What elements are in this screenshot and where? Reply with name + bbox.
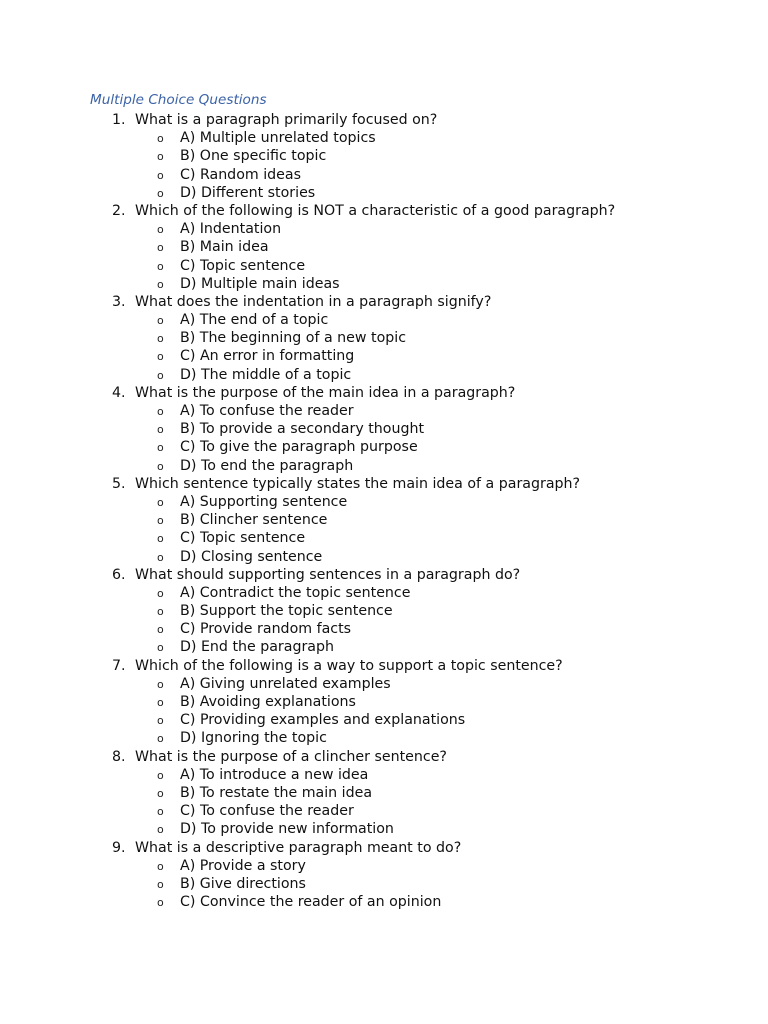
hollow-bullet-icon: o — [157, 441, 164, 455]
option-list — [0, 402, 768, 475]
question-line — [0, 475, 768, 493]
question-item — [0, 111, 768, 202]
option-item — [0, 511, 768, 529]
option-text: A) Provide a story — [180, 857, 306, 874]
option-text: D) To provide new information — [180, 821, 394, 838]
hollow-bullet-icon: o — [157, 368, 164, 382]
option-item — [0, 347, 768, 365]
option-item — [0, 366, 768, 384]
question-line — [0, 293, 768, 311]
option-item — [0, 693, 768, 711]
option-list — [0, 311, 768, 384]
question-text: What is the purpose of a clincher sentence? — [135, 748, 447, 765]
hollow-bullet-icon: o — [157, 405, 164, 418]
option-text: B) Main idea — [180, 239, 269, 256]
option-item — [0, 329, 768, 347]
hollow-bullet-icon: o — [157, 786, 164, 800]
hollow-bullet-icon: o — [157, 677, 164, 691]
hollow-bullet-icon: o — [157, 259, 164, 273]
question-number: 3. — [112, 293, 126, 310]
option-item — [0, 275, 768, 293]
question-text: Which of the following is NOT a characteristic of a good paragraph? — [135, 202, 616, 219]
hollow-bullet-icon: o — [157, 277, 164, 291]
option-text: D) The middle of a topic — [180, 366, 352, 383]
option-item — [0, 729, 768, 747]
hollow-bullet-icon: o — [157, 241, 164, 255]
option-item — [0, 184, 768, 202]
hollow-bullet-icon: o — [157, 550, 164, 564]
option-item — [0, 675, 768, 693]
option-text: C) Random ideas — [180, 166, 301, 183]
option-item — [0, 584, 768, 602]
question-text: Which sentence typically states the main idea of a paragraph? — [135, 475, 581, 492]
option-text: D) To end the paragraph — [180, 457, 354, 474]
option-list — [0, 129, 768, 202]
option-item — [0, 784, 768, 802]
option-text: C) Topic sentence — [180, 530, 306, 547]
option-text: C) An error in formatting — [180, 348, 355, 365]
option-text: B) Avoiding explanations — [180, 694, 356, 710]
hollow-bullet-icon: o — [157, 314, 164, 328]
option-text: B) To provide a secondary thought — [180, 421, 425, 438]
option-item — [0, 638, 768, 656]
hollow-bullet-icon: o — [157, 132, 164, 146]
question-item — [0, 475, 768, 566]
hollow-bullet-icon: o — [157, 223, 164, 237]
option-text: A) Supporting sentence — [180, 493, 348, 510]
option-text: C) Convince the reader of an opinion — [180, 894, 442, 911]
option-item — [0, 857, 768, 875]
question-number: 9. — [112, 839, 126, 856]
option-item — [0, 711, 768, 729]
option-text: D) End the paragraph — [180, 639, 334, 656]
question-line — [0, 566, 768, 584]
question-text: What should supporting sentences in a paragraph do? — [135, 566, 521, 583]
option-item — [0, 166, 768, 184]
option-text: C) To give the paragraph purpose — [180, 439, 418, 456]
option-text: D) Closing sentence — [180, 548, 323, 565]
option-item — [0, 220, 768, 238]
hollow-bullet-icon: o — [157, 641, 164, 655]
hollow-bullet-icon: o — [157, 495, 164, 509]
hollow-bullet-icon: o — [157, 423, 164, 437]
hollow-bullet-icon: o — [157, 186, 164, 200]
section-heading: Multiple Choice Questions — [90, 92, 267, 108]
question-number: 8. — [112, 748, 126, 765]
hollow-bullet-icon: o — [157, 768, 164, 782]
question-text: What is a descriptive paragraph meant to do? — [135, 839, 462, 856]
option-text: B) Support the topic sentence — [180, 603, 393, 620]
option-item — [0, 257, 768, 275]
option-item — [0, 893, 768, 911]
hollow-bullet-icon: o — [157, 823, 164, 837]
option-list — [0, 857, 768, 912]
question-item — [0, 839, 768, 912]
question-item — [0, 384, 768, 475]
option-list — [0, 766, 768, 839]
question-line — [0, 202, 768, 220]
option-item — [0, 820, 768, 838]
hollow-bullet-icon: o — [157, 150, 164, 164]
option-text: A) To introduce a new idea — [180, 766, 369, 783]
option-item — [0, 420, 768, 438]
option-item — [0, 529, 768, 547]
option-text: B) Give directions — [180, 875, 306, 892]
option-text: B) To restate the main idea — [180, 784, 373, 801]
option-text: A) Multiple unrelated topics — [180, 130, 376, 147]
question-number: 1. — [112, 112, 126, 128]
hollow-bullet-icon: o — [157, 605, 164, 619]
hollow-bullet-icon: o — [157, 859, 164, 873]
option-item — [0, 402, 768, 420]
hollow-bullet-icon: o — [157, 623, 164, 637]
option-list — [0, 493, 768, 566]
question-number: 5. — [112, 475, 126, 492]
option-text: A) Giving unrelated examples — [180, 675, 391, 692]
question-line — [0, 839, 768, 857]
option-item — [0, 457, 768, 475]
question-text: What is a paragraph primarily focused on? — [135, 112, 438, 128]
option-text: A) The end of a topic — [180, 312, 329, 329]
hollow-bullet-icon: o — [157, 714, 164, 728]
option-text: C) Providing examples and explanations — [180, 712, 466, 729]
hollow-bullet-icon: o — [157, 805, 164, 819]
question-item — [0, 293, 768, 384]
question-list — [0, 111, 768, 911]
question-text: Which of the following is a way to support a topic sentence? — [135, 657, 563, 674]
question-line — [0, 657, 768, 675]
option-item — [0, 802, 768, 820]
question-item — [0, 202, 768, 293]
option-list — [0, 584, 768, 657]
question-text: What does the indentation in a paragraph signify? — [135, 293, 492, 310]
option-item — [0, 548, 768, 566]
option-item — [0, 875, 768, 893]
hollow-bullet-icon: o — [157, 168, 164, 182]
question-item — [0, 566, 768, 657]
hollow-bullet-icon: o — [157, 732, 164, 746]
option-text: D) Different stories — [180, 184, 316, 201]
option-text: D) Multiple main ideas — [180, 275, 340, 292]
option-text: C) Provide random facts — [180, 621, 352, 638]
question-item — [0, 657, 768, 748]
option-text: A) Indentation — [180, 221, 282, 238]
hollow-bullet-icon: o — [157, 514, 164, 528]
hollow-bullet-icon: o — [157, 696, 164, 709]
question-number: 2. — [112, 202, 126, 219]
question-line — [0, 748, 768, 766]
hollow-bullet-icon: o — [157, 350, 164, 364]
option-text: A) To confuse the reader — [180, 403, 354, 419]
option-text: C) Topic sentence — [180, 257, 306, 274]
option-text: A) Contradict the topic sentence — [180, 584, 411, 601]
option-item — [0, 602, 768, 620]
option-text: B) One specific topic — [180, 148, 327, 165]
question-number: 7. — [112, 657, 126, 674]
question-text: What is the purpose of the main idea in a paragraph? — [135, 384, 516, 401]
hollow-bullet-icon: o — [157, 586, 164, 600]
option-list — [0, 220, 768, 293]
option-text: D) Ignoring the topic — [180, 730, 327, 747]
option-text: C) To confuse the reader — [180, 803, 354, 820]
option-text: B) The beginning of a new topic — [180, 330, 407, 347]
question-number: 6. — [112, 566, 126, 583]
option-item — [0, 147, 768, 165]
option-item — [0, 311, 768, 329]
option-item — [0, 620, 768, 638]
option-item — [0, 438, 768, 456]
hollow-bullet-icon: o — [157, 459, 164, 473]
hollow-bullet-icon: o — [157, 532, 164, 546]
hollow-bullet-icon: o — [157, 877, 164, 891]
hollow-bullet-icon: o — [157, 332, 164, 346]
option-item — [0, 493, 768, 511]
hollow-bullet-icon: o — [157, 896, 164, 910]
option-item — [0, 129, 768, 147]
option-list — [0, 675, 768, 748]
question-number: 4. — [112, 384, 126, 401]
question-line — [0, 111, 768, 129]
option-text: B) Clincher sentence — [180, 512, 328, 529]
question-line — [0, 384, 768, 402]
question-item — [0, 748, 768, 839]
option-item — [0, 238, 768, 256]
option-item — [0, 766, 768, 784]
